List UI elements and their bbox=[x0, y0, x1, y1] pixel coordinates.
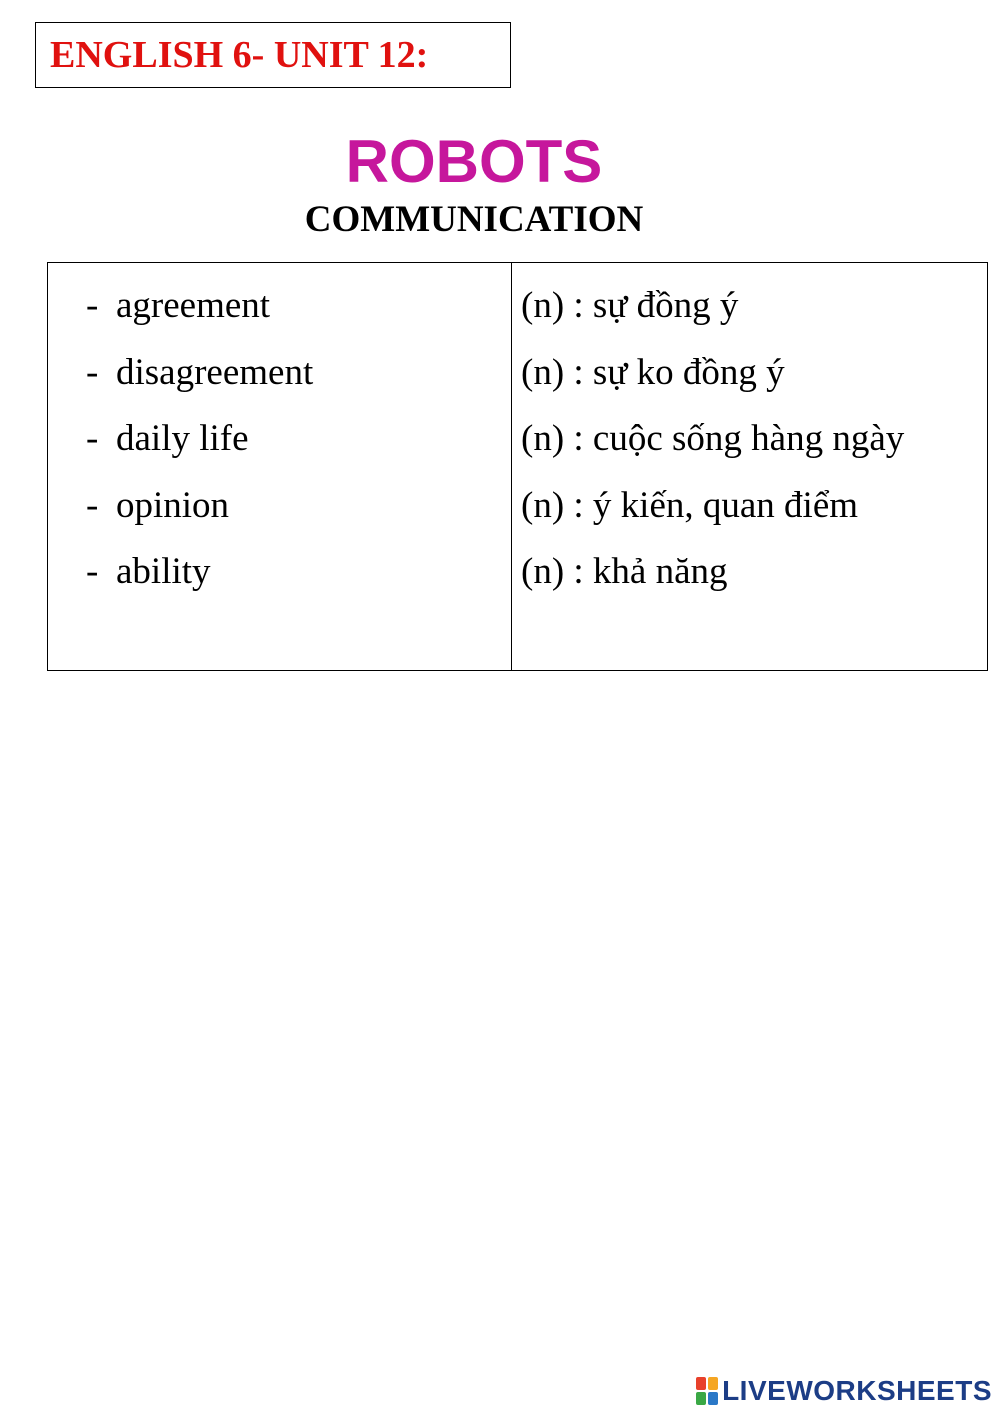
list-item bbox=[48, 283, 511, 350]
list-item bbox=[48, 416, 511, 483]
vocab-term: daily life bbox=[116, 418, 249, 459]
vocab-definition: (n) : cuộc sống hàng ngày bbox=[521, 418, 905, 459]
section-title: COMMUNICATION bbox=[304, 199, 644, 240]
vocab-term: opinion bbox=[116, 484, 230, 526]
vocab-definition: (n) : ý kiến, quan điểm bbox=[521, 484, 859, 526]
list-item bbox=[48, 483, 511, 550]
unit-title: ENGLISH 6- UNIT 12: bbox=[50, 34, 429, 76]
bullet: - bbox=[86, 551, 99, 592]
bullet: - bbox=[86, 285, 99, 326]
vocab-term: disagreement bbox=[116, 351, 314, 393]
liveworksheets-brand bbox=[696, 1375, 992, 1407]
unit-title-box bbox=[35, 22, 511, 88]
vocab-term: agreement bbox=[116, 285, 271, 326]
definitions-column bbox=[512, 263, 987, 670]
brand-name: LIVEWORKSHEETS bbox=[722, 1375, 992, 1406]
vocab-definition: (n) : sự ko đồng ý bbox=[521, 351, 785, 393]
vocabulary-table bbox=[47, 262, 988, 671]
bullet: - bbox=[86, 351, 99, 393]
vocab-term: ability bbox=[116, 551, 211, 592]
bullet: - bbox=[86, 418, 99, 459]
list-item bbox=[48, 549, 511, 616]
vocab-definition: (n) : khả năng bbox=[521, 551, 728, 592]
bullet: - bbox=[86, 484, 99, 526]
lesson-title: ROBOTS bbox=[345, 128, 603, 195]
vocab-definition: (n) : sự đồng ý bbox=[521, 285, 739, 326]
terms-column bbox=[48, 263, 512, 670]
liveworksheets-logo-icon bbox=[696, 1377, 718, 1405]
list-item bbox=[48, 350, 511, 417]
